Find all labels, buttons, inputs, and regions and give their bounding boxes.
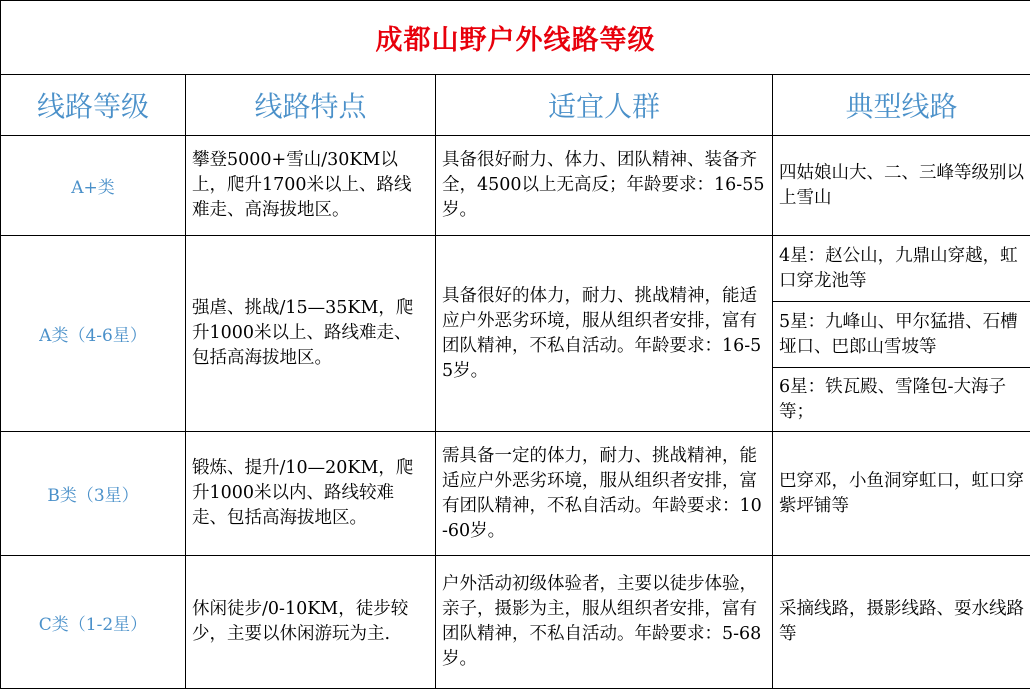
features-cell: 攀登5000+雪山/30KM以上，爬升1700米以上、路线难走、高海拔地区。 [186,136,436,236]
routes-subcell: 6星：铁瓦殿、雪隆包-大海子等； [773,368,1030,432]
table-row [1,136,1030,236]
table-title: 成都山野户外线路等级 [1,1,1030,75]
audience-cell: 具备很好的体力，耐力、挑战精神，能适应户外恶劣环境，服从组织者安排，富有团队精神，不私自活动。年龄要求：16-55岁。 [436,236,773,432]
routes-cell: 巴穿邓，小鱼洞穿虹口，虹口穿紫坪铺等 [773,432,1030,556]
header-features: 线路特点 [186,75,436,136]
routes-cell: 四姑娘山大、二、三峰等级别以上雪山 [773,136,1030,236]
features-cell: 强虐、挑战/15—35KM，爬升1000米以上、路线难走、包括高海拔地区。 [186,236,436,432]
grade-cell: A类（4-6星） [1,236,186,432]
header-routes: 典型线路 [773,75,1030,136]
grade-cell: A+类 [1,136,186,236]
table-row [1,236,1030,302]
table-row [1,432,1030,556]
routes-subcell: 5星：九峰山、甲尔猛措、石槽垭口、巴郎山雪坡等 [773,302,1030,368]
routes-cell: 采摘线路，摄影线路、耍水线路等 [773,556,1030,689]
audience-cell: 具备很好耐力、体力、团队精神、装备齐全，4500以上无高反；年龄要求：16-55岁。 [436,136,773,236]
header-grade: 线路等级 [1,75,186,136]
table-row [1,556,1030,689]
audience-cell: 户外活动初级体验者，主要以徒步体验，亲子，摄影为主，服从组织者安排，富有团队精神，不私自活动。年龄要求：5-68岁。 [436,556,773,689]
audience-cell: 需具备一定的体力，耐力、挑战精神，能适应户外恶劣环境，服从组织者安排，富有团队精神，不私自活动。年龄要求：10-60岁。 [436,432,773,556]
header-row [1,75,1030,136]
features-cell: 休闲徒步/0-10KM，徒步较少，主要以休闲游玩为主. [186,556,436,689]
grade-cell: B类（3星） [1,432,186,556]
header-audience: 适宜人群 [436,75,773,136]
title-row [1,1,1030,75]
features-cell: 锻炼、提升/10—20KM，爬升1000米以内、路线较难走、包括高海拔地区。 [186,432,436,556]
routes-subcell: 4星：赵公山，九鼎山穿越，虹口穿龙池等 [773,236,1030,302]
grade-cell: C类（1-2星） [1,556,186,689]
